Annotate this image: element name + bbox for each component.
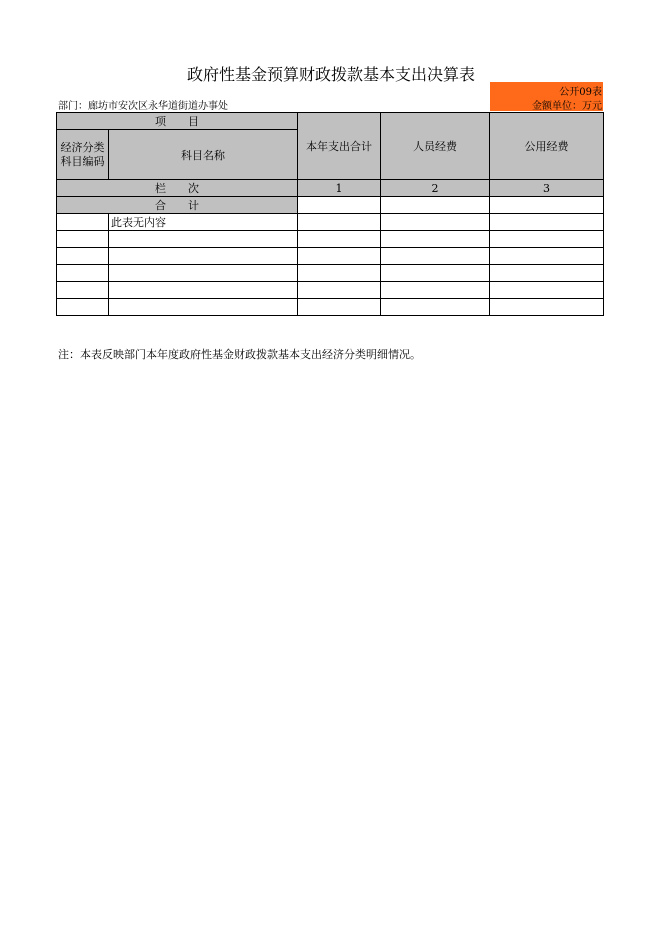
total-cell (298, 265, 381, 282)
name-cell (109, 299, 298, 316)
public-cell (490, 265, 604, 282)
total-cell (298, 231, 381, 248)
name-cell (109, 231, 298, 248)
name-cell (109, 248, 298, 265)
table-row (57, 299, 604, 316)
public-cell (490, 248, 604, 265)
code-cell (57, 265, 109, 282)
personnel-cell (381, 214, 490, 231)
table-row (57, 282, 604, 299)
public-cell (490, 214, 604, 231)
column-label: 栏 次 (57, 180, 298, 197)
form-number: 公开09表 (559, 87, 602, 98)
public-cell (490, 299, 604, 316)
unit-label: 金额单位：万元 (532, 101, 602, 112)
name-header: 科目名称 (109, 130, 298, 180)
public-cell (490, 231, 604, 248)
sum-personnel-cell (381, 197, 490, 214)
total-cell (298, 248, 381, 265)
department-label: 部门：廊坊市安次区永华道街道办事处 (58, 101, 228, 112)
table-note: 注：本表反映部门本年度政府性基金财政拨款基本支出经济分类明细情况。 (58, 348, 421, 361)
code-cell (57, 282, 109, 299)
column-number-1: 1 (298, 180, 381, 197)
column-number-2: 2 (381, 180, 490, 197)
code-cell (57, 299, 109, 316)
total-cell (298, 214, 381, 231)
table-row (57, 214, 604, 231)
total-header: 本年支出合计 (298, 113, 381, 180)
report-title: 政府性基金预算财政拨款基本支出决算表 (186, 65, 475, 84)
personnel-cell (381, 231, 490, 248)
total-cell (298, 299, 381, 316)
sum-public-cell (490, 197, 604, 214)
sum-label: 合 计 (57, 197, 298, 214)
project-header: 项 目 (57, 113, 298, 130)
table-row (57, 265, 604, 282)
name-cell: 此表无内容 (109, 214, 298, 231)
name-cell (109, 282, 298, 299)
expenditure-table (56, 112, 604, 316)
code-cell (57, 231, 109, 248)
code-cell (57, 248, 109, 265)
name-cell (109, 265, 298, 282)
column-number-3: 3 (490, 180, 604, 197)
personnel-cell (381, 299, 490, 316)
personnel-header: 人员经费 (381, 113, 490, 180)
personnel-cell (381, 265, 490, 282)
code-header: 经济分类科目编码 (57, 130, 109, 180)
total-cell (298, 282, 381, 299)
sum-total-cell (298, 197, 381, 214)
table-row (57, 231, 604, 248)
personnel-cell (381, 248, 490, 265)
personnel-cell (381, 282, 490, 299)
public-cell (490, 282, 604, 299)
table-row (57, 248, 604, 265)
code-cell (57, 214, 109, 231)
public-header: 公用经费 (490, 113, 604, 180)
